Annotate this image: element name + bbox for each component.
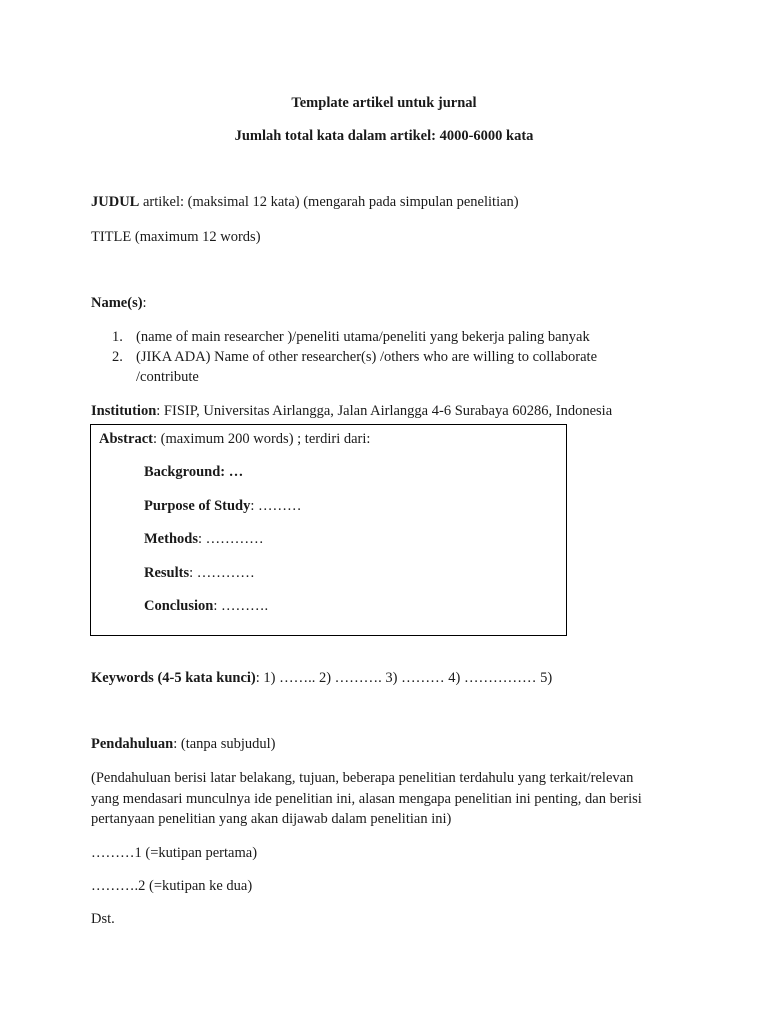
word-count-text: Jumlah total kata dalam artikel: 4000-6000 kata [234, 128, 534, 144]
institution-text: : FISIP, Universitas Airlangga, Jalan Airlangga 4-6 Surabaya 60286, Indonesia [156, 403, 613, 419]
list-item-continuation: /contribute [136, 369, 199, 385]
abstract-box [90, 424, 567, 636]
paragraph-line: pertanyaan penelitian yang akan dijawab dalam penelitian ini) [91, 811, 452, 827]
paragraph-line: (Pendahuluan berisi latar belakang, tujuan, beberapa penelitian terdahulu yang terkait/relevan [91, 770, 634, 786]
citation-line-2: ……….2 (=kutipan ke dua) [91, 878, 253, 894]
judul-line [91, 192, 519, 212]
names-heading [91, 293, 147, 313]
dst-line: Dst. [91, 911, 115, 927]
abstract-background [144, 462, 243, 482]
citation-line-1: ………1 (=kutipan pertama) [91, 845, 258, 861]
results-label: Results [144, 565, 190, 581]
keywords-text: : 1) …….. 2) ………. 3) ……… 4) …………… 5) [255, 670, 553, 686]
methods-value: : ………… [197, 531, 264, 547]
background-label: Background: … [144, 464, 244, 480]
conclusion-label: Conclusion [144, 598, 214, 614]
keywords-line [91, 668, 552, 688]
document-title-text: Template artikel untuk jurnal [291, 95, 477, 111]
institution-label: Institution [91, 403, 157, 419]
judul-label: JUDUL [91, 194, 140, 210]
abstract-conclusion [144, 596, 268, 616]
document-title [0, 93, 768, 113]
results-value: : ………… [189, 565, 255, 581]
title-en-text: TITLE (maximum 12 words) [91, 229, 261, 245]
conclusion-value: : ………. [213, 598, 269, 614]
paragraph-line: yang mendasari munculnya ide penelitian ini, alasan mengapa penelitian ini penting, dan berisi [91, 791, 642, 807]
title-en-line [91, 227, 261, 247]
purpose-label: Purpose of Study [144, 498, 251, 514]
abstract-label: Abstract [99, 431, 153, 447]
institution-line [91, 401, 612, 421]
purpose-value: : ……… [250, 498, 302, 514]
list-item: (name of main researcher )/peneliti utama/peneliti yang bekerja paling banyak [136, 329, 590, 345]
names-label: Name(s) [91, 295, 143, 311]
abstract-heading [99, 429, 370, 449]
names-colon: : [142, 295, 147, 311]
abstract-purpose [144, 496, 302, 516]
keywords-label: Keywords (4-5 kata kunci) [91, 670, 256, 686]
list-number: 2. [112, 349, 123, 365]
pendahuluan-label: Pendahuluan [91, 736, 174, 752]
pendahuluan-heading [91, 734, 276, 754]
abstract-results [144, 563, 255, 583]
abstract-text: : (maximum 200 words) ; terdiri dari: [152, 431, 371, 447]
methods-label: Methods [144, 531, 198, 547]
judul-text: artikel: (maksimal 12 kata) (mengarah pada simpulan penelitian) [139, 194, 519, 210]
list-number: 1. [112, 329, 123, 345]
abstract-methods [144, 529, 264, 549]
word-count-note [0, 126, 768, 146]
pendahuluan-text: : (tanpa subjudul) [173, 736, 276, 752]
list-item: (JIKA ADA) Name of other researcher(s) /others who are willing to collaborate [136, 349, 598, 365]
